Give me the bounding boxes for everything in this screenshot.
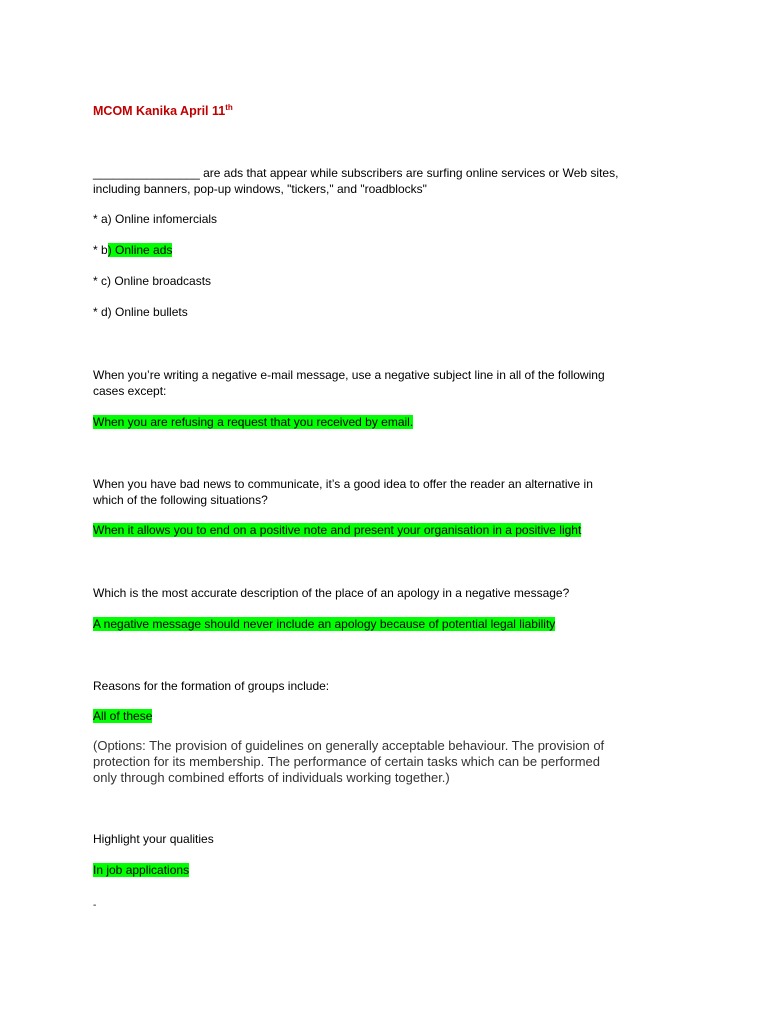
question-1-line-2: including banners, pop-up windows, "tickers," and "roadblocks" [93, 182, 427, 196]
option-b-highlighted-answer: ) Online ads [107, 243, 173, 257]
option-b-prefix: * b [93, 243, 108, 257]
title-text: MCOM Kanika April 11 [93, 104, 226, 118]
question-2-line-2: cases except: [93, 384, 167, 398]
question-5-note-line-1: (Options: The provision of guidelines on generally acceptable behaviour. The provision of [93, 738, 605, 753]
question-4-answer [93, 616, 555, 632]
option-b [93, 242, 172, 258]
question-6-line-1: Highlight your qualities [93, 832, 214, 846]
option-c: * c) Online broadcasts [93, 274, 212, 288]
question-3-line-1: When you have bad news to communicate, it’s a good idea to offer the reader an alternative in [93, 477, 593, 491]
question-4-answer-text: A negative message should never include an apology because of potential legal liability [93, 617, 556, 631]
question-5-answer-text: All of these [93, 709, 153, 723]
question-5-answer [93, 708, 152, 724]
option-a: * a) Online infomercials [93, 212, 218, 226]
page-title [93, 103, 233, 119]
question-2-answer [93, 414, 413, 430]
question-5-note-line-2: protection for its membership. The performance of certain tasks which can be performed [93, 754, 600, 769]
question-5-line-1: Reasons for the formation of groups include: [93, 679, 330, 693]
question-2-line-1: When you’re writing a negative e-mail message, use a negative subject line in all of the following [93, 368, 605, 382]
question-2-answer-text: When you are refusing a request that you received by email. [93, 415, 414, 429]
question-5-note-line-3: only through combined efforts of individuals working together.) [93, 770, 450, 785]
question-4-line-1: Which is the most accurate description of the place of an apology in a negative message? [93, 586, 570, 600]
question-6-answer-text: In job applications [93, 863, 190, 877]
option-d: * d) Online bullets [93, 305, 188, 319]
question-6-answer [93, 862, 189, 878]
question-3-line-2: which of the following situations? [93, 493, 268, 507]
title-superscript: th [225, 103, 233, 112]
question-1-line-1: ________________ are ads that appear while subscribers are surfing online services or Web sites, [93, 166, 619, 180]
trailing-mark: - [93, 900, 97, 911]
question-3-answer [93, 522, 581, 538]
question-3-answer-text: When it allows you to end on a positive note and present your organisation in a positive light [93, 523, 582, 537]
